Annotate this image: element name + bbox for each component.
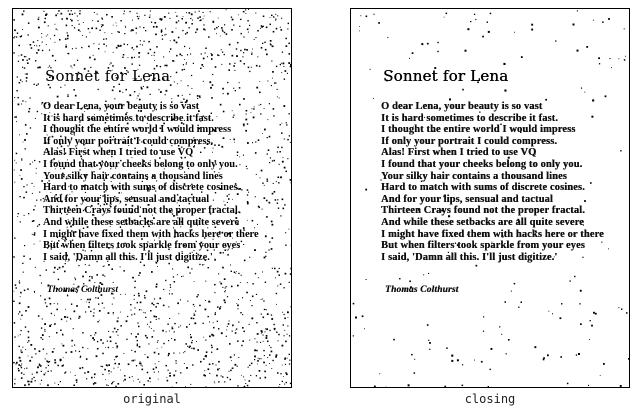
poem-line: Hard to match with sums of discrete cosines. — [381, 182, 585, 194]
caption-closing: closing — [464, 392, 516, 406]
poem-block — [381, 67, 621, 295]
poem-line: Your silky hair contains a thousand lines — [43, 170, 223, 182]
poem-lines — [381, 101, 621, 263]
caption-original: original — [123, 392, 181, 406]
poem-line: If only your portrait I could compress. — [43, 135, 214, 147]
poem-author: Thomas Colthurst — [385, 285, 459, 296]
poem-line: I thought the entire world I would impress — [381, 124, 576, 136]
poem-line: I found that your cheeks belong to only you. — [43, 158, 238, 170]
closing-image-panel — [350, 8, 630, 388]
poem-line: I might have fixed them with hacks here or there — [381, 228, 604, 240]
poem-line: It is hard sometimes to describe it fast. — [43, 112, 214, 124]
poem-lines — [43, 101, 283, 263]
poem-line: And for your lips, sensual and tactual — [381, 193, 553, 205]
poem-line: Hard to match with sums of discrete cosines. — [43, 182, 241, 194]
poem-line: But when filters took sparkle from your eyes — [381, 240, 585, 252]
poem-line: I thought the entire world I would impress — [43, 124, 232, 136]
poem-line: I might have fixed them with hacks here or there — [43, 228, 259, 240]
poem-line: Alas! First when I tried to use VQ — [43, 147, 194, 159]
poem-line: Your silky hair contains a thousand lines — [381, 170, 567, 182]
poem-line: O dear Lena, your beauty is so vast — [43, 101, 200, 112]
poem-title: Sonnet for Lena — [45, 67, 171, 85]
poem-line: I said, 'Damn all this. I'll just digitize.' — [43, 251, 213, 263]
original-image-panel — [12, 8, 292, 388]
poem-line: And while these setbacks are all quite severe — [381, 216, 584, 228]
poem-block — [43, 67, 283, 295]
poem-line: But when filters took sparkle from your eyes — [43, 240, 241, 252]
poem-line: It is hard sometimes to describe it fast. — [381, 112, 558, 124]
poem-author: Thomas Colthurst — [47, 285, 119, 296]
poem-line: I said, 'Damn all this. I'll just digitize.' — [381, 251, 558, 263]
poem-line: I found that your cheeks belong to only you. — [381, 158, 583, 170]
poem-line: Alas! First when I tried to use VQ — [381, 147, 537, 159]
poem-title: Sonnet for Lena — [383, 67, 509, 85]
poem-line: Thirteen Crays found not the proper fractal. — [43, 205, 241, 217]
poem-line: And for your lips, sensual and tactual — [43, 193, 210, 205]
poem-line: And while these setbacks are all quite severe — [43, 216, 240, 228]
poem-line: Thirteen Crays found not the proper fractal. — [381, 205, 585, 217]
poem-line: O dear Lena, your beauty is so vast — [381, 101, 543, 112]
poem-line: If only your portrait I could compress. — [381, 135, 558, 147]
